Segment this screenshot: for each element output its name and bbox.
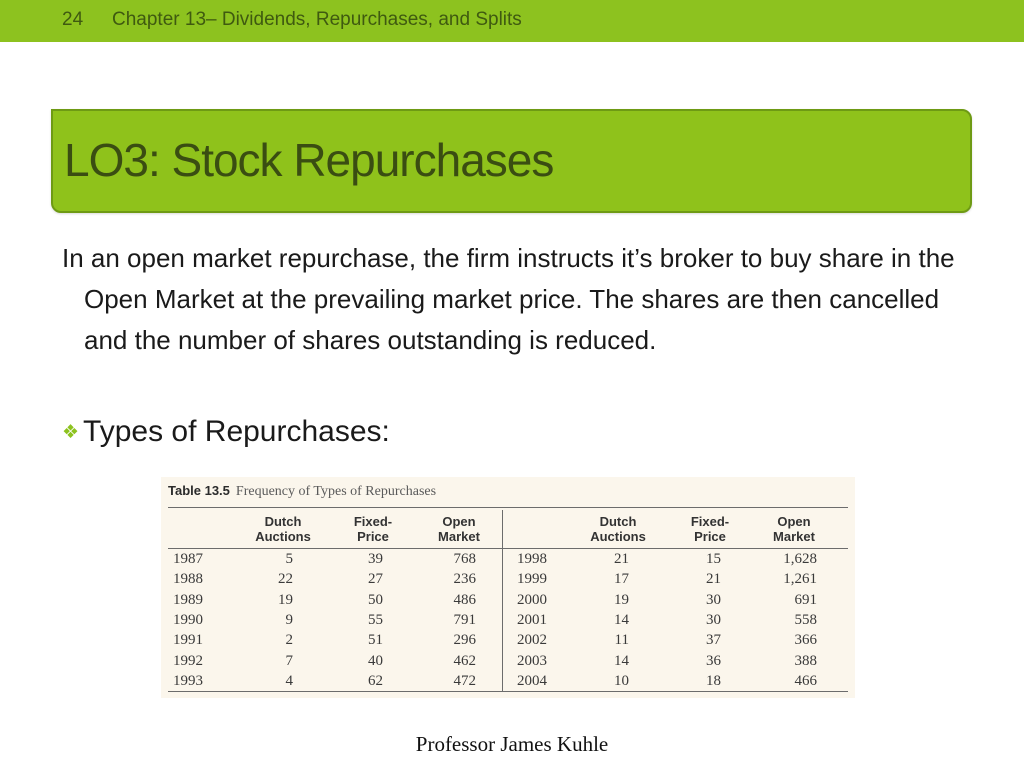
table-cell: 27 — [368, 571, 383, 588]
table-cell: 466 — [794, 672, 817, 689]
table-cell: 1990 — [173, 611, 203, 628]
table-cell: 21 — [614, 551, 629, 567]
table-cell: 2 — [285, 632, 293, 649]
table-cell: 2002 — [517, 632, 547, 649]
table-cell: 7 — [285, 652, 293, 669]
header-line: Price — [357, 529, 389, 544]
table-cell: 5 — [285, 551, 293, 567]
diamond-bullet-icon: ❖ — [62, 422, 80, 443]
table-cell: 17 — [614, 571, 629, 588]
table-cell: 18 — [706, 672, 721, 689]
header-line: Open — [777, 514, 811, 529]
table-cell: 14 — [614, 611, 629, 628]
table-cell: 55 — [368, 611, 383, 628]
table-cell: 486 — [453, 591, 476, 608]
table-cell: 1993 — [173, 672, 203, 689]
table-cell: 236 — [453, 571, 476, 588]
table-row — [161, 632, 855, 652]
table-row — [161, 551, 855, 571]
header-open-market-right — [754, 514, 834, 544]
table-cell: 22 — [278, 571, 293, 588]
header-line: Open — [442, 514, 476, 529]
table-caption — [168, 483, 436, 500]
header-line: Price — [694, 529, 726, 544]
table-cell: 40 — [368, 652, 383, 669]
header-open-market-left — [419, 514, 499, 544]
header-line: Auctions — [255, 529, 311, 544]
table-cell: 19 — [614, 591, 629, 608]
table-cell: 62 — [368, 672, 383, 689]
header-dutch-auctions-left — [243, 514, 323, 544]
header-line: Market — [438, 529, 480, 544]
table-cell: 21 — [706, 571, 721, 588]
table-cell: 39 — [368, 551, 383, 567]
table-row — [161, 571, 855, 591]
header-dutch-auctions-right — [578, 514, 658, 544]
table-bottom-rule — [168, 691, 848, 692]
table-cell: 19 — [278, 591, 293, 608]
table-cell: 2004 — [517, 672, 547, 689]
table-cell: 14 — [614, 652, 629, 669]
slide-number: 24 — [62, 9, 84, 30]
table-cell: 11 — [614, 632, 629, 649]
header-fixed-price-right — [670, 514, 750, 544]
table-cell: 2003 — [517, 652, 547, 669]
table-cell: 10 — [614, 672, 629, 689]
table-cell: 37 — [706, 632, 721, 649]
table-cell: 388 — [794, 652, 817, 669]
table-cell: 30 — [706, 591, 721, 608]
table-cell: 2001 — [517, 611, 547, 628]
table-cell: 1988 — [173, 571, 203, 588]
table-row — [161, 673, 855, 693]
table-header-rule — [168, 548, 848, 549]
slide-title: LO3: Stock Repurchases — [64, 134, 554, 186]
table-cell: 51 — [368, 632, 383, 649]
table-cell: 768 — [453, 551, 476, 567]
chapter-title: Chapter 13– Dividends, Repurchases, and Splits — [112, 9, 522, 30]
header-bar — [0, 0, 1024, 42]
table-cell: 15 — [706, 551, 721, 567]
table-cell: 366 — [794, 632, 817, 649]
title-box — [51, 109, 972, 213]
table-cell: 691 — [794, 591, 817, 608]
bullet-item — [62, 415, 390, 449]
table-cell: 791 — [453, 611, 476, 628]
header-line: Dutch — [599, 514, 637, 529]
table-cell: 462 — [453, 652, 476, 669]
header-line: Market — [773, 529, 815, 544]
table-caption-text: Frequency of Types of Repurchases — [235, 484, 437, 499]
table-cell: 1,628 — [783, 551, 817, 567]
table-cell: 2000 — [517, 591, 547, 608]
table-cell: 4 — [285, 672, 293, 689]
table-cell: 1,261 — [783, 571, 817, 588]
table-row — [161, 612, 855, 632]
table-row — [161, 592, 855, 612]
header-line: Fixed- — [353, 514, 393, 529]
table-label: Table 13.5 — [168, 483, 230, 498]
table-cell: 30 — [706, 611, 721, 628]
table-cell: 36 — [706, 652, 721, 669]
table-cell: 1991 — [173, 632, 203, 649]
table-row — [161, 653, 855, 673]
bullet-text: Types of Repurchases: — [83, 415, 390, 448]
table-cell: 1992 — [173, 652, 203, 669]
table-cell: 1999 — [517, 571, 547, 588]
table-cell: 296 — [453, 632, 476, 649]
table-cell: 1989 — [173, 591, 203, 608]
table-top-rule — [168, 507, 848, 508]
header-line: Dutch — [264, 514, 302, 529]
table-cell: 9 — [285, 611, 293, 628]
repurchase-table — [161, 477, 855, 698]
table-cell: 1998 — [517, 551, 547, 567]
table-cell: 1987 — [173, 551, 203, 567]
table-cell: 50 — [368, 591, 383, 608]
footer: Professor James Kuhle — [415, 732, 609, 756]
body-paragraph: In an open market repurchase, the firm instructs it’s broker to buy share in the Open Market at the prevailing market price. The shares are then cancelled and the number of shares outstanding is reduced. — [62, 243, 955, 355]
header-line: Auctions — [590, 529, 646, 544]
header-fixed-price-left — [333, 514, 413, 544]
header-line: Fixed- — [690, 514, 730, 529]
table-cell: 558 — [794, 611, 817, 628]
table-cell: 472 — [453, 672, 476, 689]
